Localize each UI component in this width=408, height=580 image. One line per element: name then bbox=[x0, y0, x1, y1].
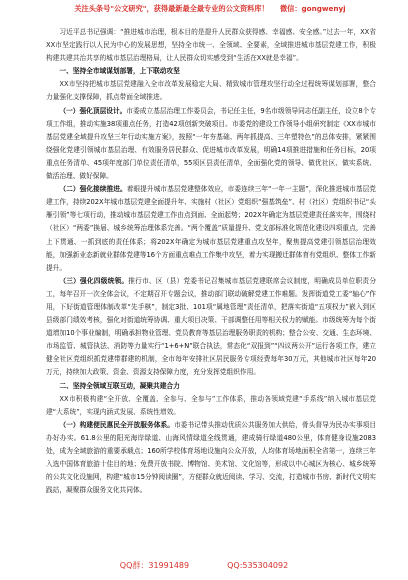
section-heading: 一、坚持全市域谋划部署，上下联动攻坚 bbox=[59, 67, 180, 76]
paragraph-text: 推行市、区（县）党委书记召集城市基层党建联席会议制度，明确成员单位职责分工，每年召开一次全体会议，不定期召开专题会议，推动部门联动破解党建工作难题。发挥街道党工委“轴心”作用，下好街道管理体制改革“先手棋”，制定3批、101项“属地管理”责任清单，把落实街道“五项权力”嵌入到区县级部门绩效考核，强化对街道统筹协调、重大项目决策、干部调整任用等相关权力的赋能。市级统筹为每个街道增加10个事业编制，明确承担物业管理、党员教育等基层治理服务职责的机构；整合公安、交通、生态环境、市场监管、城管执法、消防等力量实行“1+6+N”联合执法，常态化“双报到”“四议两公开”运行各项工作，建立健全社区党组织抓党建带群建的机制，全市每年安排社区居民服务专项经费每年30万元，其他城市社区每年20万元，持续加大政策、资金、资源支持保障力度，充分发挥党组织作用。 bbox=[46, 276, 377, 377]
subsection-heading: （三）强化四级统领。 bbox=[59, 276, 129, 285]
subsection-paragraph bbox=[46, 183, 376, 275]
paragraph-text: 市委成立基层治理工作委员会，书记任主任，9名市级领导同志任副主任，设立8个专项工作组，推动实施38项重点任务，打造42项创新突破项目。市委党的建设工作领导小组研究制定《XX市城市基层党建全域提升攻坚三年行动实施方案》，按照“一年夯基础、两年抓提高、三年塑特色”的总体安排，紧紧围绕强化党建引领城市基层治理、有效服务居民群众、促进城市改革发展，明确14项推进措施和任务目标，20项重点任务清单、45项年度部门单位责任清单，55项区县责任清单，全面强化党的领导、做优社区、做实系统、做活治理、做好保障。 bbox=[46, 106, 377, 181]
subsection-paragraph bbox=[46, 105, 376, 184]
body-paragraph: 习近平总书记强调：“推进城市治理，根本目的是提升人民群众获得感、幸福感、安全感。”过去一年，XX省XX市坚定践行以人民为中心的发展思想，坚持全市统一、全领域、全要素，全域推进城市基层党建工作，积极构建共建共治共享的城市基层治理格局，让人民群众切实感受到“生活在XX就是幸福”。 bbox=[46, 28, 376, 63]
body-paragraph: XX市坚持把城市基层党建融入全市改革发展稳定大局、精致城市管理攻坚行动全过程统筹谋划部署，整合力量强化支撑保障，抓点带面全域推进。 bbox=[46, 80, 376, 102]
footer-qq-group: QQ群：31991489 bbox=[119, 561, 190, 570]
banner-left-text: 关注头条号"公文研究"，获得最新最全最专业的公文资料库！ bbox=[74, 4, 269, 13]
subsection-heading: （一）构建便民惠民全开放服务体系。 bbox=[59, 420, 174, 429]
subsection-paragraph bbox=[46, 275, 376, 380]
footer-qq: QQ:535304092 bbox=[227, 561, 289, 570]
footer-contact bbox=[0, 558, 408, 574]
paragraph-text: 市委书记带头推动优质公共服务加大供给，骨头督导为民办实事项目办好办实。61.8公里的阳光海岸绿道、山海风情绿道全线贯通，建成骑行绿道480公里，体育健身设施2083处，成为全域旅游的重要承载点；160所学校体育场地设施向公众开放，人均体育场地面积全省第一，连续三年入选中国体育旅游十佳目的地；免费开放书院、博物馆、美术馆、文化馆等，形成以中心城区为核心、城乡统筹的公共文化设施网，构建“城市15分钟阅读圈”，方便群众就近阅读、学习、交流，打造城市书房、新时代文明实践站，凝聚群众服务文化共同体。 bbox=[46, 420, 377, 495]
body-paragraph: XX市积极构建“全开放、全覆盖、全参与、全参与”工作体系，推动各领域党建“手系线”纳入城市基层党建“大系统”，实现内涵式发展、系统性增效。 bbox=[46, 394, 376, 416]
section-heading: 二、坚持全领域互联互动，凝聚共建合力 bbox=[59, 381, 180, 390]
paragraph-text: 着眼提升城市基层党建整体效应，市委连续三年“一年一主题”，深化推进城市基层党建工作，持续202X年城市基层党建全面提升年、实施村（社区）党组织“强基筑垒”、村（社区）党组织书记“头雁引领”等七项行动，推动城市基层党建工作由点到面、全面起势；202X年确定为基层党建责任落实年，围绕村（社区）“两委”换届、城乡统筹治理体系完善。“两个覆盖”质量提升、党支部标准化规范化建设四项重点，完善上下贯通、一抓到底的责任体系；将202X年确定为城市基层党建重点攻坚年，聚焦提高党建引领基层治理效能，加强新业态新就业群体党建等16个方面重点难点工作集中攻坚，着力实现搬迁群体育有党组织、整体工作新提升。 bbox=[46, 185, 376, 272]
article-body bbox=[46, 26, 376, 497]
subsection-paragraph bbox=[46, 419, 376, 498]
subsection-heading: （二）强化接续推进。 bbox=[59, 185, 127, 194]
subsection-heading: （一）强化顶层设计。 bbox=[59, 106, 127, 115]
top-banner bbox=[60, 2, 360, 16]
banner-wechat-text: 微信：gongwenyj bbox=[279, 4, 346, 13]
